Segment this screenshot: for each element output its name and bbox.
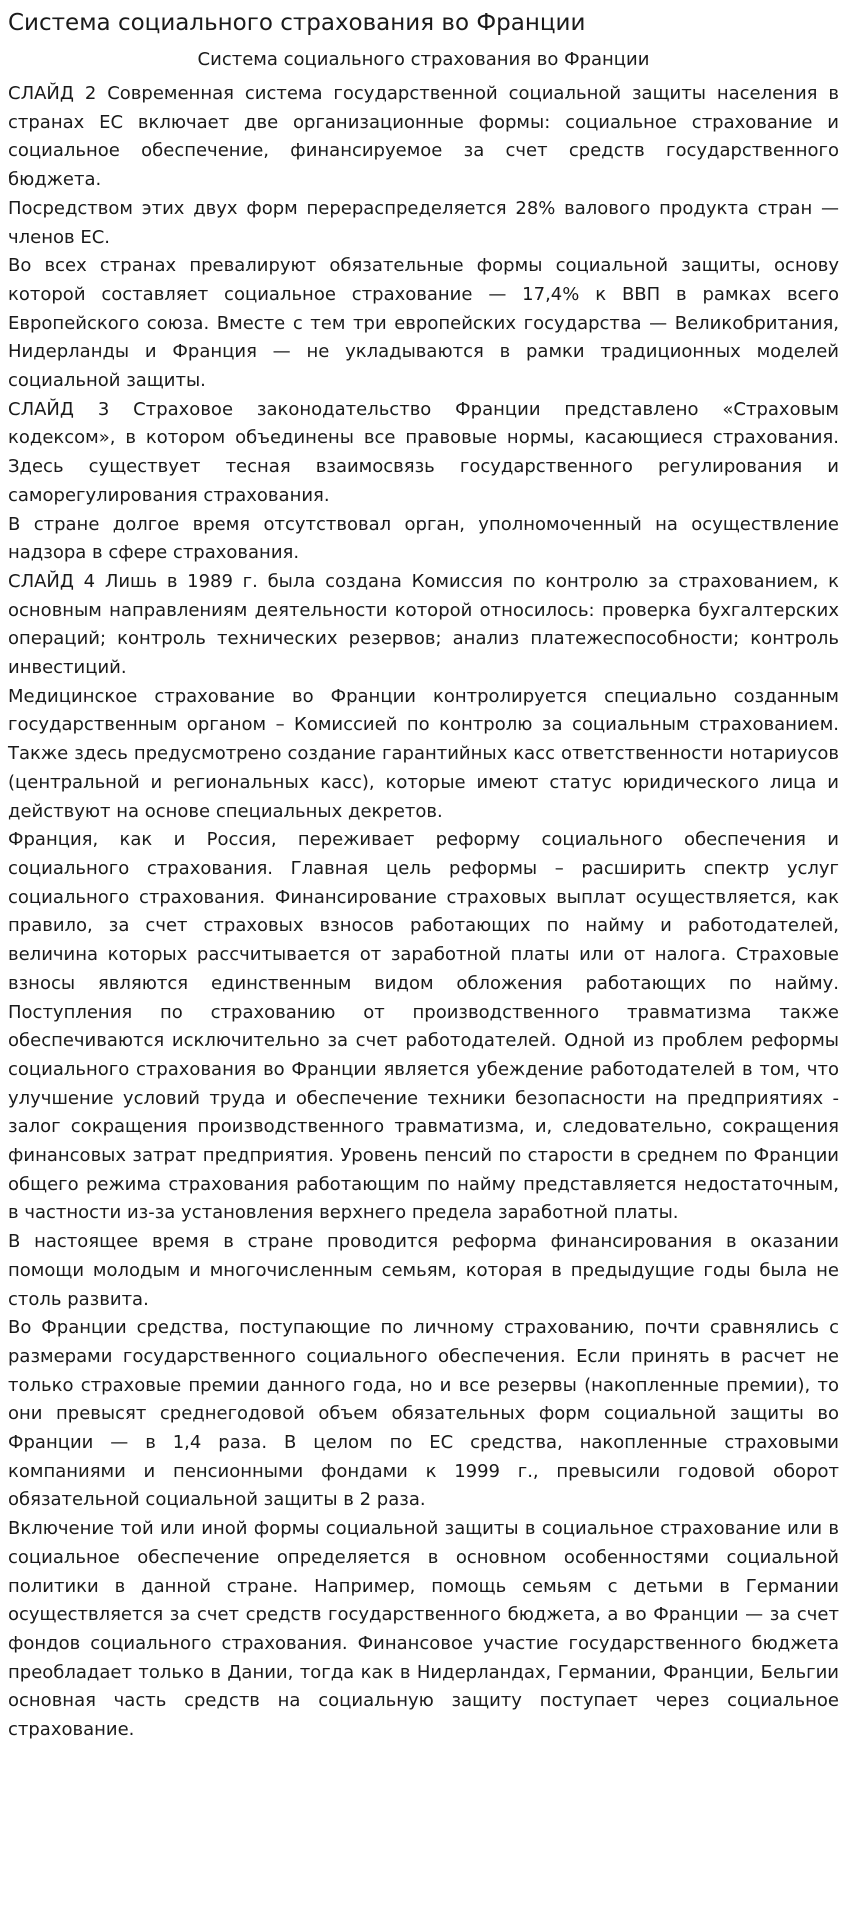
paragraph-reform: Франция, как и Россия, переживает реформу социального обеспечения и социального страхования. Главная цель реформы – расширить спектр услуг социального страхования. Финансирование страховых выплат осуществляется, как правило, за счет страховых взносов работающих по найму и работодателей, величина которых рассчитывается от заработной платы или от налога. Страховые взносы являются единственным видом обложения работающих по найму. Поступления по страхованию от производственного травматизма также обеспечиваются исключительно за счет работодателей. Одной из проблем реформы социального страхования во Франции является убеждение работодателей в том, что улучшение условий труда и обеспечение техники безопасности на предприятиях - залог сокращения производственного травматизма, и, следовательно, сокращения финансовых затрат предприятия. Уровень пенсий по старости в среднем по Франции общего режима страхования работающим по найму представляется недостаточным, в частности из-за установления верхнего предела заработной платы.: [8, 829, 839, 1224]
document-body: [8, 80, 839, 1745]
paragraph-supervision: В стране долгое время отсутствовал орган, уполномоченный на осуществление надзора в сфере страхования.: [8, 513, 839, 564]
document-title: Система социального страхования во Франции: [8, 10, 586, 36]
paragraph-personal-insurance: Во Франции средства, поступающие по личному страхованию, почти сравнялись с размерами государственного социального обеспечения. Если принять в расчет не только страховые премии данного года, но и все резервы (накопленные премии), то они превысят среднегодовой объем обязательных форм социальной защиты во Франции — в 1,4 раза. В целом по ЕС средства, накопленные страховыми компаниями и пенсионными фондами к 1999 г., превысили годовой оборот обязательной социальной защиты в 2 раза.: [8, 1317, 839, 1511]
document-subtitle: Система социального страхования во Франции: [197, 49, 650, 70]
paragraph-slide-3: СЛАЙД 3 Страховое законодательство Франции представлено «Страховым кодексом», в котором объединены все правовые нормы, касающиеся страхования. Здесь существует тесная взаимосвязь государственного регулирования и саморегулирования страхования.: [8, 398, 839, 506]
paragraph-slide-4: СЛАЙД 4 Лишь в 1989 г. была создана Комиссия по контролю за страхованием, к основным направлениям деятельности которой относилось: проверка бухгалтерских операций; контроль технических резервов; анализ платежеспособности; контроль инвестиций.: [8, 570, 839, 679]
paragraph-social-policy: Включение той или иной формы социальной защиты в социальное страхование или в социальное обеспечение определяется в основном особенностями социальной политики в данной стране. Например, помощь семьям с детьми в Германии осуществляется за счет средств государственного бюджета, а во Франции — за счет фондов социального страхования. Финансовое участие государственного бюджета преобладает только в Дании, тогда как в Нидерландах, Германии, Франции, Бельгии основная часть средств на социальную защиту поступает через социальное страхование.: [8, 1518, 839, 1741]
paragraph-medical-insurance: Медицинское страхование во Франции контролируется специально созданным государственным органом – Комиссией по контролю за социальным страхованием. Также здесь предусмотрено создание гарантийных касс ответственности нотариусов (центральной и региональных касс), которые имеют статус юридического лица и действуют на основе специальных декретов.: [8, 685, 839, 822]
paragraph-slide-2: СЛАЙД 2 Современная система государственной социальной защиты населения в странах ЕС включает две организационные формы: социальное страхование и социальное обеспечение, финансируемое за счет средств государственного бюджета.: [8, 83, 839, 191]
paragraph-mandatory-forms: Во всех странах превалируют обязательные формы социальной защиты, основу которой составляет социальное страхование — 17,4% к ВВП в рамках всего Европейского союза. Вместе с тем три европейских государства — Великобритания, Нидерланды и Франция — не укладываются в рамки традиционных моделей социальной защиты.: [8, 255, 839, 392]
paragraph-family-reform: В настоящее время в стране проводится реформа финансирования в оказании помощи молодым и многочисленным семьям, которая в предыдущие годы была не столь развита.: [8, 1231, 839, 1310]
paragraph-redistribution: Посредством этих двух форм перераспределяется 28% валового продукта стран — членов ЕС.: [8, 197, 839, 248]
